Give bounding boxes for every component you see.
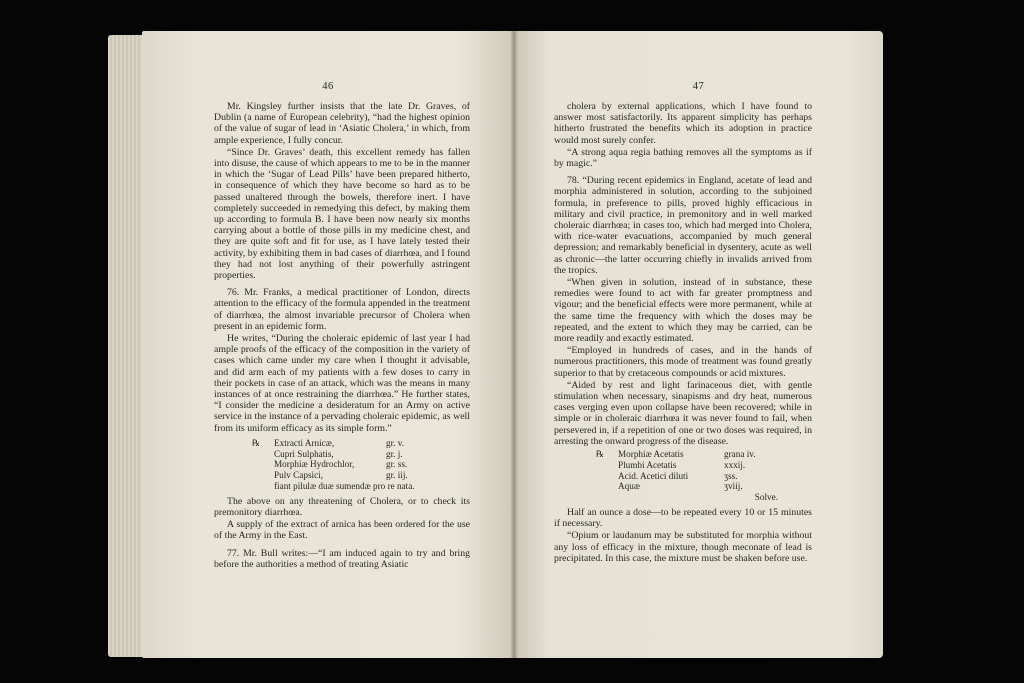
paragraph: 77. Mr. Bull writes:—“I am induced again to try and bring before the authorities a method of treating Asiatic	[214, 547, 470, 570]
paragraph: cholera by external applications, which I have found to answer most satisfactorily. Its apparent simplicity has perhaps hitherto frustrated the benefits which its adoption in practice would most surely confer.	[554, 101, 812, 146]
quantity: gr. ss.	[386, 459, 408, 470]
paragraph: “Employed in hundreds of cases, and in the hands of numerous practitioners, this mode of treatment was found greatly superior to that by cretaceous compounds or acid mixtures.	[554, 345, 812, 379]
paragraph: Mr. Kingsley further insists that the late Dr. Graves, of Dublin (a name of European celebrity), “had the highest opinion of the value of sugar of lead in ‘Asiatic Cholera,’ in which, from ample experience, I fully concur.	[214, 101, 470, 146]
rx-symbol: ℞	[252, 437, 261, 448]
prescription-row	[596, 471, 812, 482]
paragraph: A supply of the extract of arnica has been ordered for the use of the Army in the East.	[214, 519, 470, 542]
quantity: gr. v.	[386, 437, 405, 448]
rx-symbol	[596, 460, 618, 471]
ingredient: Extracti Arnicæ,	[274, 437, 335, 448]
ingredient: Morphiæ Acetatis	[618, 449, 684, 460]
prescription-row	[596, 481, 812, 492]
prescription-note: Solve.	[754, 492, 778, 503]
right-page	[514, 31, 883, 658]
prescription-note: fiant pilulæ duæ sumendæ pro re nata.	[274, 481, 415, 492]
right-page-text	[554, 101, 812, 568]
paragraph: He writes, “During the choleraic epidemic of last year I had ample proofs of the efficacy of the composition in the variety of cases which came under my care when I thought it advisable, and did arm each of my patients with a few doses to carry in their pockets in case of an attack, which was the means in many instances of at once restraining the diarrhœa.” He further states, “I consider the medicine a desideratum for an Army on active service in the instance of a pervading choleraic epidemic, as well from its uniform efficacy as its simple form.”	[214, 333, 470, 434]
ingredient: Aquæ	[618, 481, 640, 492]
paragraph: “Aided by rest and light farinaceous diet, with gentle stimulation when necessary, sinapisms and dry heat, numerous cases verging even upon collapse have been recovered; while in simple or in choleraic diarrhœa it was never found to fail, when persevered in, if a repetition of one or two doses was required, in arresting the onward progress of the disease.	[554, 379, 812, 447]
left-page-text	[214, 101, 470, 574]
paragraph: The above on any threatening of Cholera, or to check its premonitory diarrhœa.	[214, 495, 470, 519]
ingredient: Plumbi Acetatis	[618, 459, 677, 470]
open-book	[108, 31, 883, 658]
prescription-row	[252, 438, 470, 449]
prescription-row	[252, 449, 470, 460]
book-gutter	[510, 31, 518, 658]
quantity: gr. j.	[386, 448, 403, 459]
paragraph: “When given in solution, instead of in substance, these remedies were found to act with far greater promptness and vigour; and the beneficial effects were more permanent, while at the same time the frequency with which the doses may be repeated, and the extent to which they may be carried, can be more readily and exactly estimated.	[554, 277, 812, 345]
prescription-row	[252, 459, 470, 470]
quantity: ʒviij.	[724, 481, 743, 492]
page-number-right: 47	[692, 81, 705, 92]
paragraph: “Opium or laudanum may be substituted for morphia without any loss of efficacy in the mixture, though meconate of lead is precipitated. In this case, the mixture must be shaken before use.	[554, 530, 812, 564]
prescription-left	[252, 438, 470, 492]
quantity: ʒss.	[724, 470, 738, 481]
paragraph: “Since Dr. Graves’ death, this excellent remedy has fallen into disuse, the cause of which appears to me to be in the manner in which the ‘Sugar of Lead Pills’ have been prepared hitherto, in consequence of which they have become so hard as to be passed unaltered through the bowels, therefore inert. I have completely succeeded in remedying this defect, by making them up according to formula B. I have been now nearly six months carrying about a bottle of those pills in my medicine chest, and they are quite soft and fit for use, as I have lately tested their activity, by exhibiting them in bad cases of diarrhœa, and I found they had not lost anything of their powerfully astringent properties.	[214, 146, 470, 282]
rx-symbol	[596, 471, 618, 482]
rx-symbol	[252, 449, 274, 460]
prescription-row	[596, 449, 812, 460]
paragraph: 76. Mr. Franks, a medical practitioner of London, directs attention to the efficacy of the formula appended in the treatment of diarrhœa, the almost invariable precursor of Cholera when present in an epidemic form.	[214, 287, 470, 332]
ingredient: Morphiæ Hydrochlor,	[274, 459, 355, 470]
paragraph: 78. “During recent epidemics in England, acetate of lead and morphia administered in solution, according to the subjoined formula, in preference to pills, proved highly efficacious in military and civil practice, in premonitory and in well marked choleraic diarrhœa; in cases too, which had merged into Cholera, with rice-water evacuations, accompanied by much general depression; and remarkably beneficial in dysentery, acute as well as chronic—the latter occurring chiefly in invalids arrived from the tropics.	[554, 175, 812, 276]
prescription-row	[596, 460, 812, 471]
rx-symbol	[252, 470, 274, 481]
paragraph: “A strong aqua regia bathing removes all the symptoms as if by magic.”	[554, 146, 812, 170]
ingredient: Pulv Capsici,	[274, 470, 324, 481]
rx-symbol	[252, 459, 274, 470]
quantity: grana iv.	[724, 449, 756, 460]
prescription-right	[596, 449, 812, 503]
quantity: gr. iij.	[386, 470, 408, 481]
prescription-row	[252, 470, 470, 481]
rx-symbol	[596, 481, 618, 492]
page-number-left: 46	[322, 81, 334, 92]
left-page	[142, 31, 514, 658]
paragraph: Half an ounce a dose—to be repeated every 10 or 15 minutes if necessary.	[554, 507, 812, 530]
quantity: xxxij.	[724, 459, 746, 470]
ingredient: Cupri Sulphatis,	[274, 448, 334, 459]
rx-symbol: ℞	[596, 449, 605, 460]
ingredient: Acid. Acetici diluti	[618, 470, 689, 481]
